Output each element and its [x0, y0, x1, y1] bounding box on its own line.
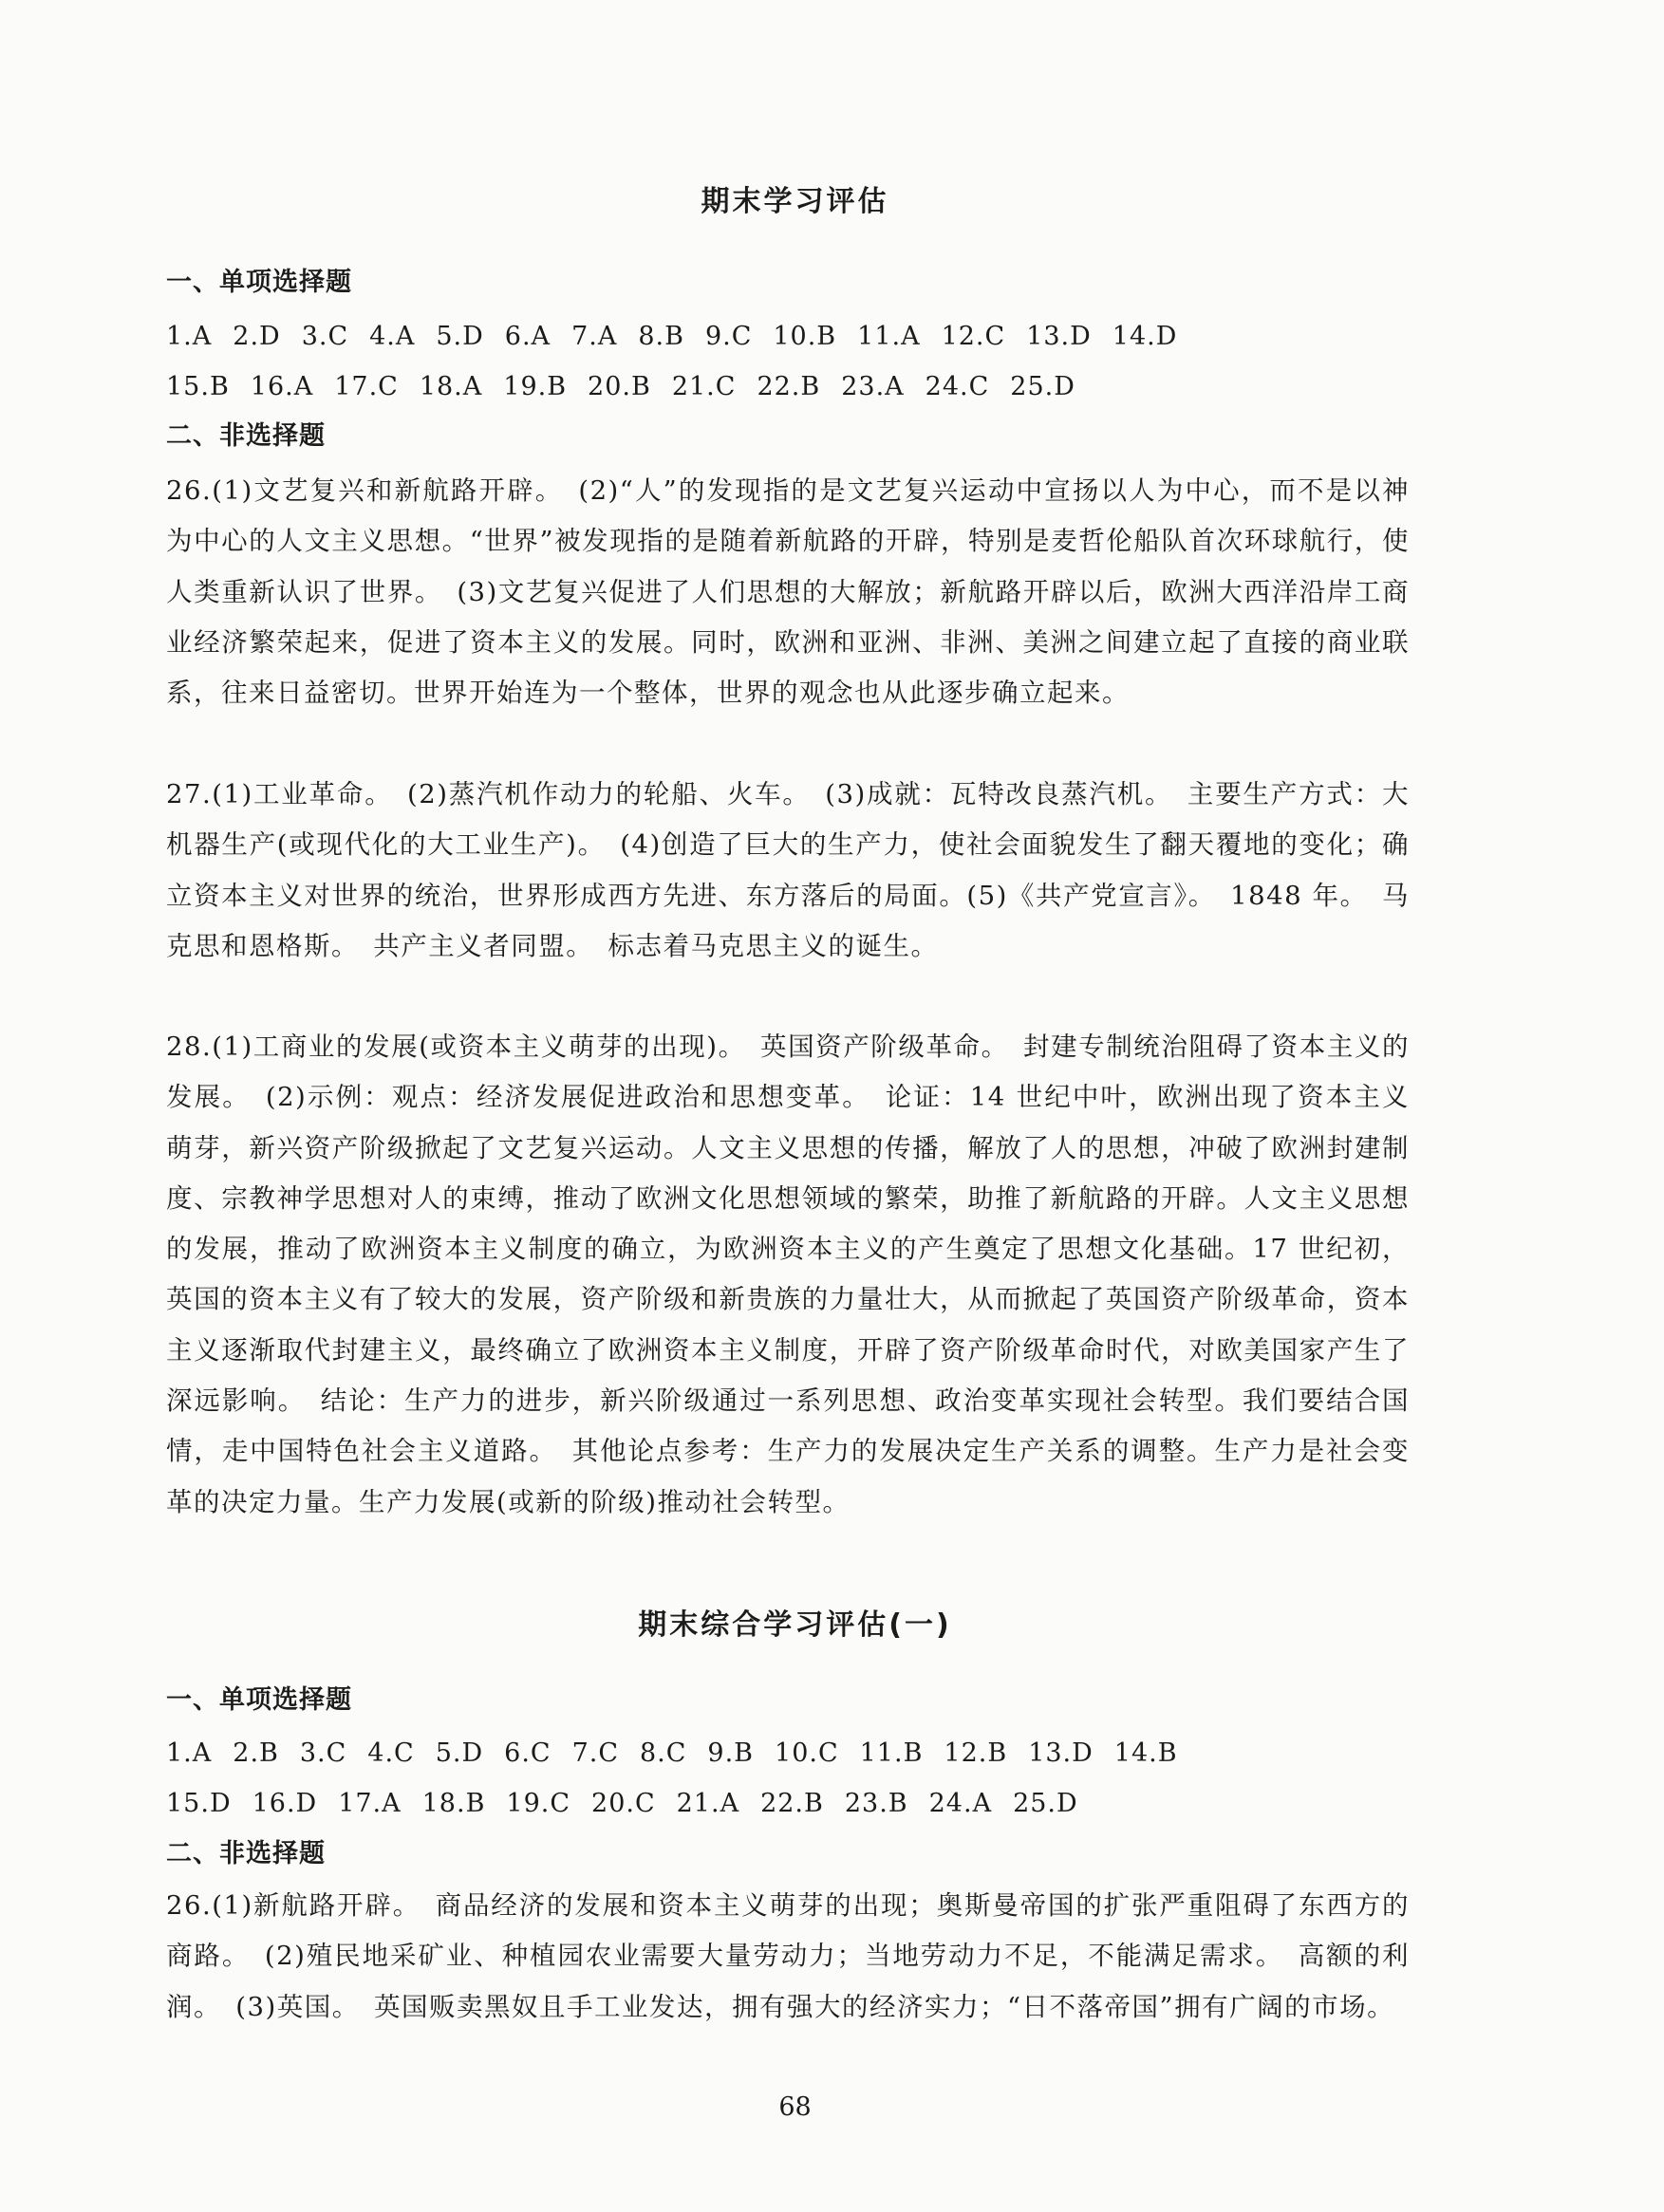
- answer-item: 12.B: [944, 1738, 1008, 1768]
- answer-item: 14.B: [1113, 1738, 1178, 1768]
- answer-item: 10.C: [775, 1738, 839, 1768]
- answer-item: 1.A: [166, 1738, 213, 1768]
- answer-item: 5.D: [435, 1738, 484, 1768]
- answer-item: 15.B: [166, 372, 230, 401]
- answer-item: 24.A: [928, 1789, 993, 1818]
- choice-heading: 一、单项选择题: [166, 1685, 352, 1715]
- answer-item: 11.B: [859, 1738, 924, 1768]
- answer-item: 20.B: [588, 372, 651, 401]
- answer-item: 2.D: [233, 322, 281, 351]
- answer-item: 9.C: [704, 322, 753, 351]
- answer-item: 4.C: [367, 1738, 415, 1768]
- answer-row: [166, 311, 1424, 362]
- answer-item: 15.D: [166, 1789, 232, 1818]
- answer-item: 13.D: [1028, 1738, 1094, 1768]
- answer-paragraph: 26.(1)文艺复兴和新航路开辟。 (2)“人”的发现指的是文艺复兴运动中宣扬以人为中心，而不是以神为中心的人文主义思想。“世界”被发现指的是随着新航路的开辟，特别是麦哲伦船队首次环球航行，使人类重新认识了世界。 (3)文艺复兴促进了人们思想的大解放；新航路开辟以后，欧洲大西洋沿岸工商业经济繁荣起来，促进了资本主义的发展。同时，欧洲和亚洲、非洲、美洲之间建立起了直接的商业联系，往来日益密切。世界开始连为一个整体，世界的观念也从此逐步确立起来。: [166, 475, 1410, 709]
- answer-item: 6.A: [504, 322, 552, 351]
- answer-item: 21.C: [671, 372, 737, 401]
- answer-item: 7.C: [571, 1738, 619, 1768]
- answer-item: 3.C: [301, 322, 349, 351]
- answer-item: 7.A: [571, 322, 618, 351]
- answer-item: 25.D: [1010, 372, 1075, 401]
- answer-row: [166, 1728, 1424, 1778]
- answer-item: 16.A: [250, 372, 314, 401]
- answer-row: [166, 1778, 1424, 1829]
- answer-item: 1.A: [166, 322, 213, 351]
- section-title: 期末学习评估: [701, 185, 889, 218]
- choice-heading: 一、单项选择题: [166, 268, 352, 297]
- answer-item: 23.B: [844, 1789, 908, 1818]
- answer-item: 23.A: [841, 372, 905, 401]
- answer-item: 18.A: [419, 372, 483, 401]
- answer-item: 22.B: [760, 1789, 824, 1818]
- answer-item: 18.B: [421, 1789, 486, 1818]
- answer-item: 20.C: [591, 1789, 656, 1818]
- answer-row: [166, 362, 1424, 412]
- answer-item: 25.D: [1013, 1789, 1078, 1818]
- answer-paragraph: 26.(1)新航路开辟。 商品经济的发展和资本主义萌芽的出现；奥斯曼帝国的扩张严重阻碍了东西方的商路。 (2)殖民地采矿业、种植园农业需要大量劳动力；当地劳动力不足，不能满足需求。 高额的利润。 (3)英国。 英国贩卖黑奴且手工业发达，拥有强大的经济实力；“日不落帝国”拥有广阔的市场。: [166, 1890, 1410, 2022]
- answer-item: 11.A: [857, 322, 921, 351]
- page-number: 68: [778, 2092, 812, 2122]
- nonchoice-heading: 二、非选择题: [166, 1839, 326, 1868]
- answer-item: 17.A: [338, 1789, 402, 1818]
- section-title: 期末综合学习评估(一): [638, 1608, 952, 1642]
- answer-item: 19.C: [506, 1789, 571, 1818]
- nonchoice-heading: 二、非选择题: [166, 421, 326, 451]
- answer-item: 13.D: [1026, 322, 1092, 351]
- answer-item: 3.C: [299, 1738, 347, 1768]
- answer-item: 9.B: [707, 1738, 755, 1768]
- answer-paragraph: 27.(1)工业革命。 (2)蒸汽机作动力的轮船、火车。 (3)成就：瓦特改良蒸汽机。 主要生产方式：大机器生产(或现代化的大工业生产)。 (4)创造了巨大的生产力，使社会面貌发生了翻天覆地的变化；确立资本主义对世界的统治，世界形成西方先进、东方落后的局面。(5)《共产党宣言》。 1848 年。 马克思和恩格斯。 共产主义者同盟。 标志着马克思主义的诞生。: [166, 779, 1410, 961]
- answer-item: 22.B: [757, 372, 821, 401]
- answer-item: 2.B: [233, 1738, 279, 1768]
- answer-paragraph: 28.(1)工商业的发展(或资本主义萌芽的出现)。 英国资产阶级革命。 封建专制统治阻碍了资本主义的发展。 (2)示例：观点：经济发展促进政治和思想变革。 论证：14 世纪中叶，欧洲出现了资本主义萌芽，新兴资产阶级掀起了文艺复兴运动。人文主义思想的传播，解放了人的思想，冲破了欧洲封建制度、宗教神学思想对人的束缚，推动了欧洲文化思想领域的繁荣，助推了新航路的开辟。人文主义思想的发展，推动了欧洲资本主义制度的确立，为欧洲资本主义的产生奠定了思想文化基础。17 世纪初，英国的资本主义有了较大的发展，资产阶级和新贵族的力量壮大，从而掀起了英国资产阶级革命，资本主义逐渐取代封建主义，最终确立了欧洲资本主义制度，开辟了资产阶级革命时代，对欧美国家产生了深远影响。 结论：生产力的进步，新兴阶级通过一系列思想、政治变革实现社会转型。我们要结合国情，走中国特色社会主义道路。 其他论点参考：生产力的发展决定生产关系的调整。生产力是社会变革的决定力量。生产力发展(或新的阶级)推动社会转型。: [166, 1032, 1410, 1517]
- answer-item: 10.B: [773, 322, 837, 351]
- answer-item: 12.C: [941, 322, 1006, 351]
- answer-page: [166, 0, 1424, 2212]
- answer-item: 8.C: [639, 1738, 687, 1768]
- answer-item: 17.C: [334, 372, 399, 401]
- answer-item: 24.C: [925, 372, 990, 401]
- answer-item: 21.A: [676, 1789, 740, 1818]
- answer-item: 8.B: [638, 322, 684, 351]
- answer-item: 16.D: [252, 1789, 318, 1818]
- answer-item: 14.D: [1112, 322, 1178, 351]
- answer-item: 5.D: [436, 322, 484, 351]
- answer-item: 19.B: [503, 372, 568, 401]
- answer-item: 6.C: [504, 1738, 552, 1768]
- answer-item: 4.A: [369, 322, 416, 351]
